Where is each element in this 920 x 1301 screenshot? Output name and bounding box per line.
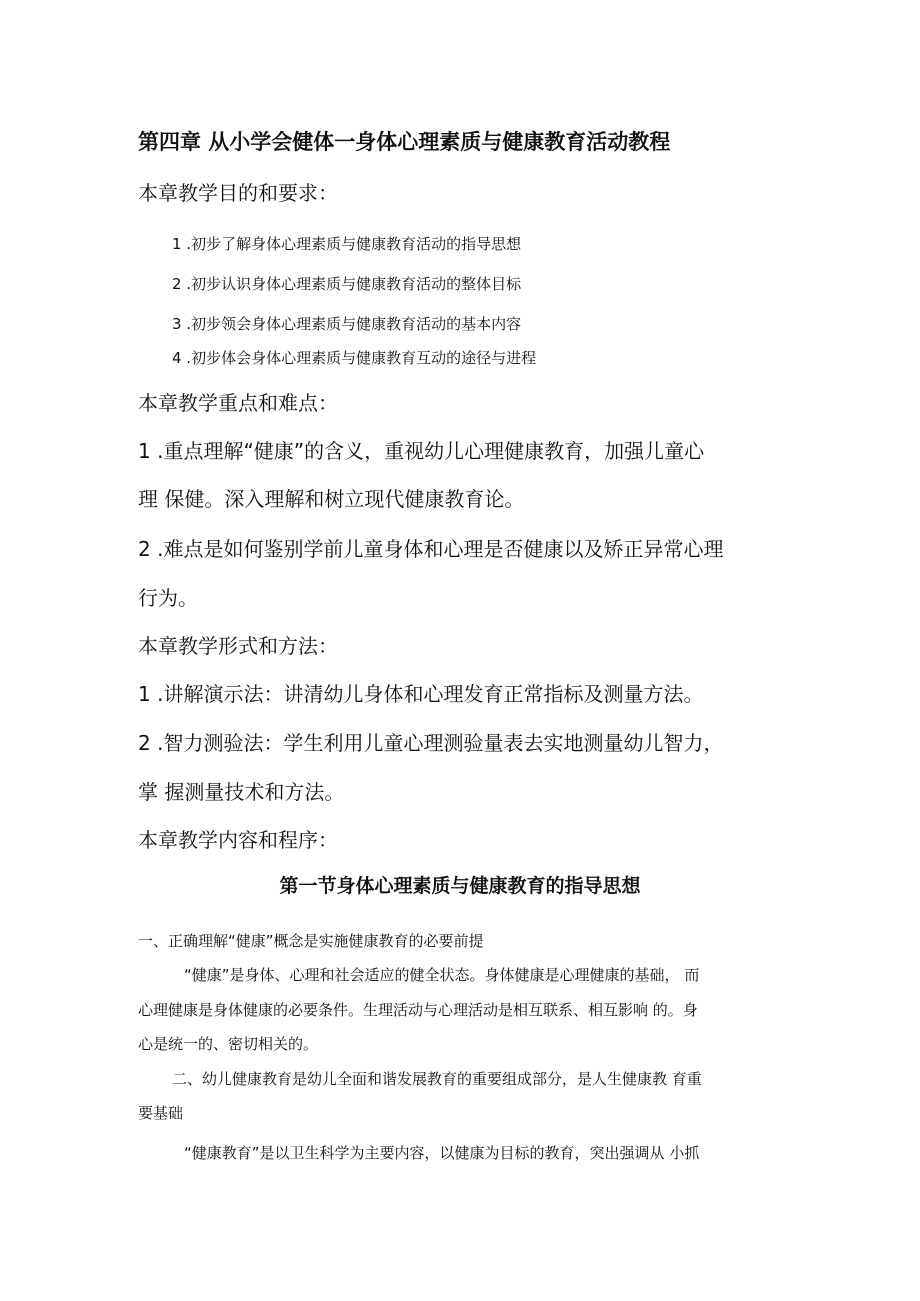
- chapter-title: 第四章 从小学会健体一身体心理素质与健康教育活动教程: [138, 130, 671, 154]
- content-line-6: 要基础: [138, 1104, 184, 1122]
- objective-item-1: 1 .初步了解身体心理素质与健康教育活动的指导思想: [172, 235, 522, 253]
- objective-item-2: 2 .初步认识身体心理素质与健康教育活动的整体目标: [172, 275, 522, 293]
- key-point-line-1: 1 .重点理解“健康”的含义，重视幼儿心理健康教育，加强儿童心: [138, 439, 705, 463]
- objective-item-4: 4 .初步体会身体心理素质与健康教育互动的途径与进程: [172, 349, 537, 367]
- content-line-7: “健康教育”是以卫生科学为主要内容，以健康为目标的教育，突出强调从 小抓: [184, 1144, 700, 1162]
- key-points-heading: 本章教学重点和难点：: [138, 391, 338, 415]
- content-heading: 本章教学内容和程序：: [138, 828, 338, 852]
- section-title: 第一节身体心理素质与健康教育的指导思想: [279, 875, 641, 897]
- content-line-2: “健康”是身体、心理和社会适应的健全状态。身体健康是心理健康的基础， 而: [184, 966, 700, 984]
- method-line-1: 1 .讲解演示法：讲清幼儿身体和心理发育正常指标及测量方法。: [138, 682, 704, 706]
- key-point-line-4: 行为。: [138, 586, 198, 610]
- key-point-line-3: 2 .难点是如何鉴别学前儿童身体和心理是否健康以及矫正异常心理: [138, 537, 724, 561]
- key-point-line-2: 理 保健。深入理解和树立现代健康教育论。: [138, 487, 525, 511]
- objective-item-3: 3 .初步领会身体心理素质与健康教育活动的基本内容: [172, 315, 522, 333]
- method-line-2: 2 .智力测验法：学生利用儿童心理测验量表去实地测量幼儿智力，: [138, 731, 724, 755]
- content-line-4: 心是统一的、密切相关的。: [138, 1035, 319, 1053]
- content-line-5: 二、幼儿健康教育是幼儿全面和谐发展教育的重要组成部分，是人生健康教 育重: [172, 1070, 702, 1088]
- objectives-heading: 本章教学目的和要求：: [138, 181, 338, 205]
- content-line-3: 心理健康是身体健康的必要条件。生理活动与心理活动是相互联系、相互影响 的。身: [138, 1001, 698, 1019]
- method-line-3: 掌 握测量技术和方法。: [138, 780, 345, 804]
- content-line-1: 一、正确理解“健康”概念是实施健康教育的必要前提: [138, 932, 484, 950]
- methods-heading: 本章教学形式和方法：: [138, 634, 338, 658]
